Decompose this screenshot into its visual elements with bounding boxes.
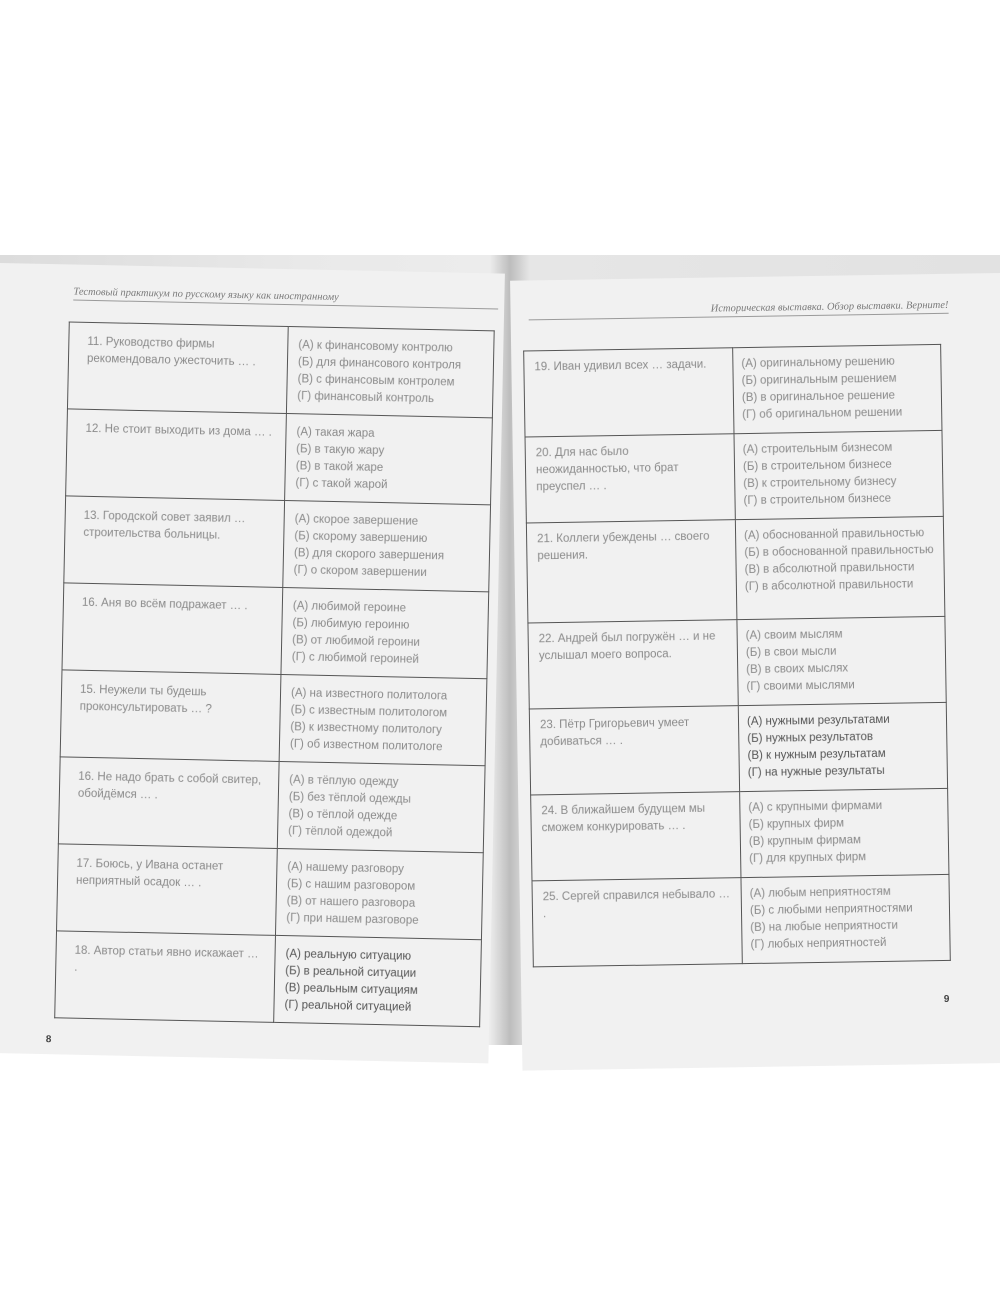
answer-option: (В) реальным ситуациям [284,982,418,997]
answer-option: (Б) с нашим разговором [286,878,416,893]
answer-option: (В) к известному политологу [290,721,442,737]
table-row [531,788,949,881]
question-cell: 13. Городской совет заявил … строительства больницы. [64,496,285,588]
answer-option: (Г) в абсолютной правильности [744,578,914,594]
question-cell: 15. Неужели ты будешь проконсультировать … ? [60,670,281,762]
options-cell [740,788,949,877]
table-row [62,583,489,679]
answer-option: (Г) при нашем разговоре [286,912,419,927]
left-page-number: 8 [45,1034,52,1046]
answer-option: (А) обоснованной правильностью [744,527,925,543]
question-cell: 16. Не надо брать с собой свитер, обойдёмся … . [58,757,279,849]
answer-option: (Г) в строительном бизнесе [743,492,892,508]
answer-option: (В) на любые неприятности [750,919,899,935]
options-cell [281,587,489,678]
answer-option: (А) любимой героине [292,600,407,615]
answer-option: (Б) без тёплой одежды [288,791,411,806]
answer-option: (В) от нашего разговора [286,895,416,910]
question-cell: 20. Для нас было неожиданностью, что брат преуспел … . [525,434,735,523]
options-cell [735,516,945,619]
table-row [67,322,494,418]
options-cell [738,702,947,791]
answer-option: (В) к строительному бизнесу [743,475,897,491]
left-running-head: Тестовый практикум по русскому языку как иностранному [73,287,498,310]
right-page-number: 9 [943,993,950,1005]
answer-option: (В) к нужным результатам [747,747,886,763]
answer-option: (А) оригинальному решению [741,355,895,371]
options-cell [277,761,485,852]
table-row [55,931,482,1027]
answer-option: (В) в своих мыслях [746,662,849,677]
table-row [66,409,493,505]
options-cell [279,674,487,765]
table-row [526,516,945,623]
answer-option: (В) с финансовым контролем [297,373,455,389]
answer-option: (Б) любимую героиню [292,617,410,632]
options-cell [733,344,942,433]
answer-option: (В) в такой жаре [295,460,384,475]
answer-option: (Г) тёплой одеждой [288,825,393,840]
answer-option: (Г) реальной ситуацией [284,999,412,1014]
answer-option: (А) в тёплую одежду [289,774,399,789]
answer-option: (Г) для крупных фирм [749,851,867,866]
answer-option: (В) в абсолютной правильности [744,561,915,577]
table-row [524,344,942,437]
answer-option: (Б) с известным политологом [290,704,448,720]
right-page [510,273,1000,1071]
options-cell [275,848,483,939]
right-exercise-table [523,344,951,967]
answer-option: (А) нужными результатами [746,713,890,729]
options-cell [283,501,491,592]
answer-option: (Б) скорому завершению [294,530,428,546]
answer-option: (А) любым неприятностям [749,885,891,901]
question-cell: 16. Аня во всём подражает … . [62,583,283,675]
table-row [532,874,950,967]
table-row [64,496,491,592]
answer-option: (Б) нужных результатов [747,731,874,746]
answer-option: (В) о тёплой одежде [288,808,398,823]
options-cell [741,874,950,963]
options-cell [737,616,946,705]
table-row [60,670,487,766]
answer-option: (Г) с любимой героиней [291,651,419,666]
question-cell: 22. Андрей был погружён … и не услышал моего вопроса. [528,620,738,709]
answer-option: (Б) крупных фирм [748,817,845,832]
answer-option: (Б) в строительном бизнесе [742,458,892,474]
answer-option: (Б) оригинальным решением [741,372,897,388]
question-cell: 18. Автор статьи явно искажает … . [55,931,276,1023]
answer-option: (Г) на нужные результаты [747,764,885,780]
answer-option: (А) строительным бизнесом [742,441,893,457]
answer-option: (А) скорое завершение [294,513,419,528]
answer-option: (Г) об известном политологе [289,738,443,754]
answer-option: (В) крупным фирмам [748,834,862,849]
answer-option: (А) своим мыслям [745,628,843,643]
answer-option: (Г) с такой жарой [295,477,388,492]
question-cell: 21. Коллеги убеждены … своего решения. [526,520,737,623]
open-book-spread [0,255,1000,1045]
answer-option: (А) нашему разговору [287,861,405,876]
answer-option: (Г) о скором завершении [293,564,427,580]
question-cell: 12. Не стоит выходить из дома … . [66,409,287,501]
answer-option: (Б) в свои мысли [745,645,837,660]
question-cell: 17. Боюсь, у Ивана останет неприятный осадок … . [57,844,278,936]
answer-option: (В) от любимой героини [292,634,420,649]
answer-option: (Б) в такую жару [296,443,385,458]
table-row [528,616,946,709]
left-page [0,263,505,1063]
answer-option: (Г) об оригинальном решении [742,406,903,422]
answer-option: (Б) в реальной ситуации [285,965,417,980]
question-cell: 11. Руководство фирмы рекомендовало ужесточить … . [67,322,288,414]
answer-option: (А) с крупными фирмами [748,799,883,815]
answer-option: (Г) своими мыслями [746,679,855,694]
table-row [58,757,485,853]
answer-option: (В) в оригинальное решение [741,389,896,405]
answer-option: (А) реальную ситуацию [285,948,412,963]
question-cell: 23. Пётр Григорьевич умеет добиваться … . [529,706,739,795]
options-cell [285,414,493,505]
answer-option: (А) к финансовому контролю [298,339,453,355]
answer-option: (Б) в обоснованной правильностью [744,544,934,560]
question-cell: 24. В ближайшем будущем мы сможем конкурировать … . [531,792,741,881]
answer-option: (В) для скорого завершения [293,547,445,563]
answer-option: (А) на известного политолога [290,687,448,703]
left-exercise-table [54,321,495,1027]
options-cell [274,935,482,1026]
table-row [529,702,947,795]
answer-option: (А) такая жара [296,426,375,440]
table-row [57,844,484,940]
question-cell: 19. Иван удивил всех … задачи. [524,348,734,437]
options-cell [734,430,943,519]
answer-option: (Б) с любыми неприятностями [749,902,913,918]
right-running-head: Историческая выставка. Обзор выставки. Верните! [528,300,948,321]
table-row [525,430,943,523]
options-cell [286,327,494,418]
answer-option: (Б) для финансового контроля [297,356,462,372]
answer-option: (Г) финансовый контроль [297,390,435,406]
question-cell: 25. Сергей справился небывало … . [532,878,742,967]
answer-option: (Г) любых неприятностей [750,936,887,952]
